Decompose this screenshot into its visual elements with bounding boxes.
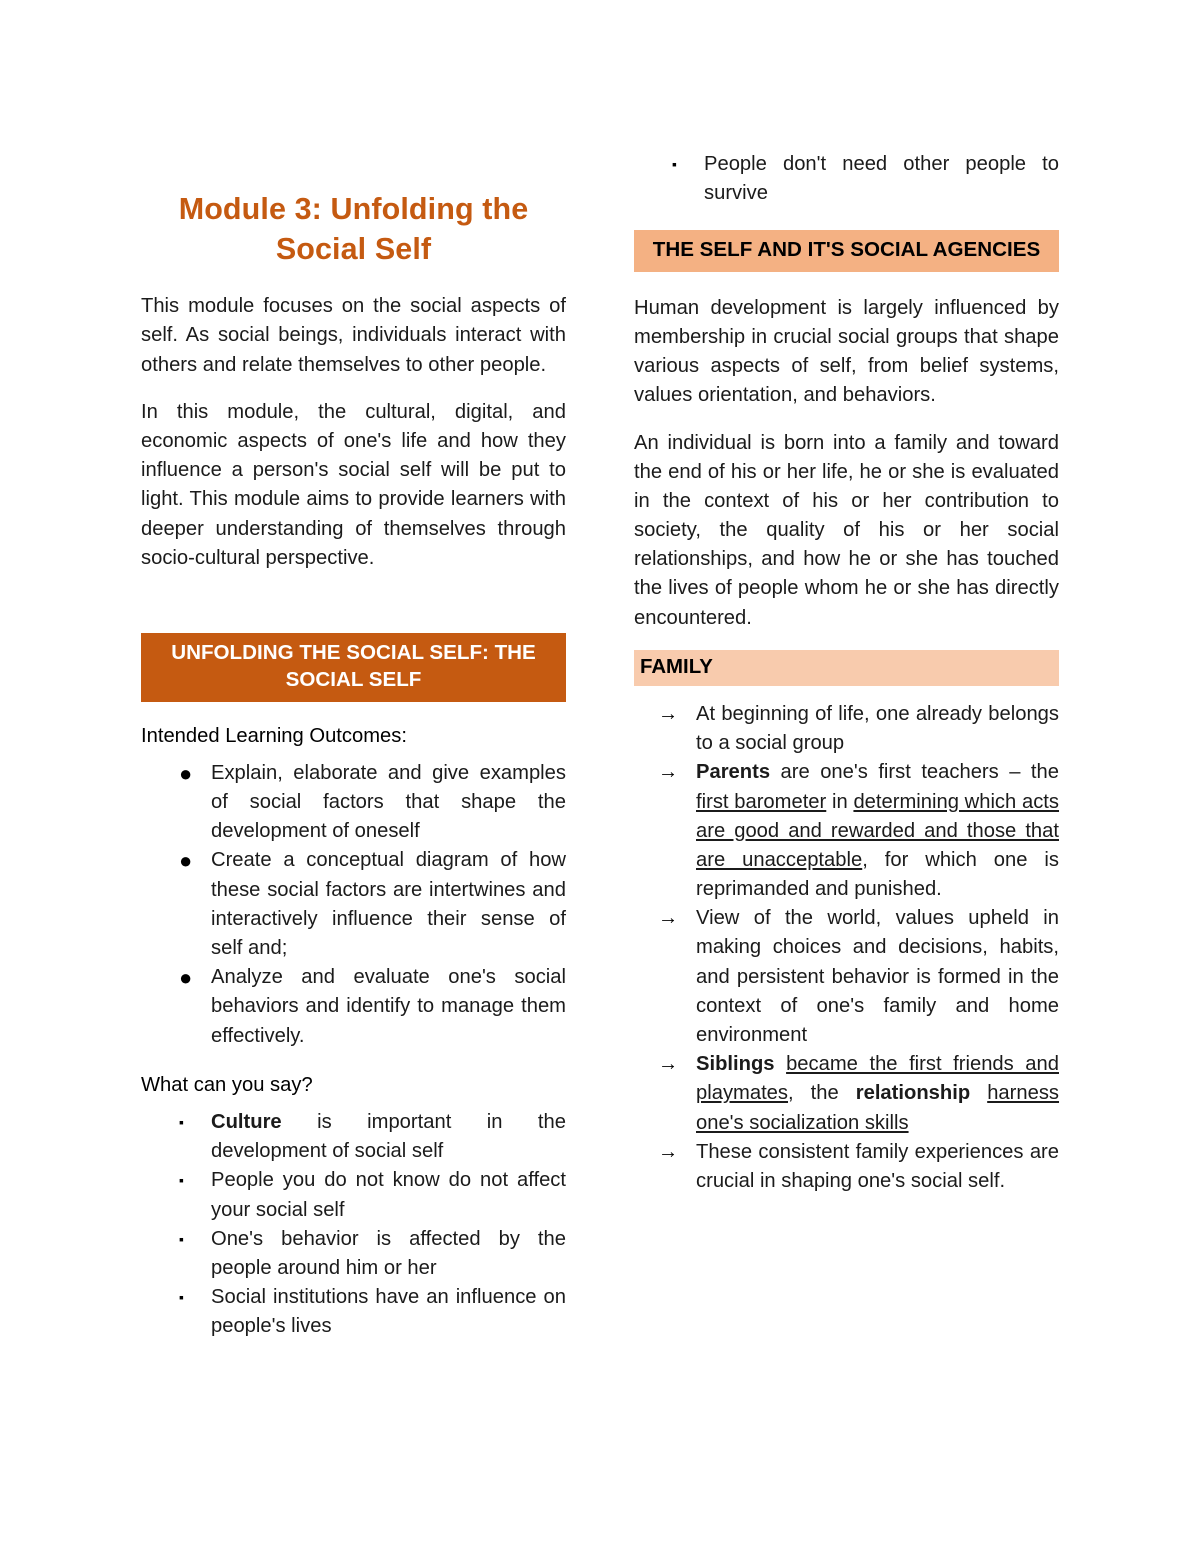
list-item-text: Parents are one's first teachers – the first barometer in determining which acts are good and rewarded and those that are unacceptable, for which one is reprimanded and punished. <box>696 761 1060 901</box>
two-column-layout <box>141 136 1071 1341</box>
learning-outcomes-list <box>141 759 566 1051</box>
list-item <box>634 1050 1059 1138</box>
section-banner-social-agencies <box>634 230 1059 271</box>
list-item <box>634 758 1059 904</box>
statements-list <box>141 1108 566 1342</box>
agencies-paragraph-2: An individual is born into a family and toward the end of his or her life, he or she is evaluated in the context of his or her contribution to society, the quality of his or her social relationships, and how he or she has touched the lives of people whom he or she has directly encountered. <box>634 431 1059 629</box>
intro-paragraph-2: In this module, the cultural, digital, and economic aspects of one's life and how they influence a person's social self will be put to light. This module aims to provide learners with deeper understanding of themselves through socio-cultural perspective. <box>141 400 566 569</box>
list-item-text <box>211 1111 566 1162</box>
square-bullet-icon: ▪ <box>179 1289 184 1306</box>
arrow-bullet-icon: → <box>658 907 679 930</box>
page-title: Module 3: Unfolding the Social Self <box>178 192 529 266</box>
list-item <box>634 150 1059 208</box>
list-item <box>141 846 566 963</box>
list-item <box>141 1166 566 1224</box>
list-item-text: At beginning of life, one already belongs to a social group <box>696 702 1059 755</box>
statement-rest: is important in the development of social self <box>211 1110 566 1163</box>
round-bullet-icon: ● <box>179 848 193 874</box>
continued-statements-list <box>634 150 1059 208</box>
round-bullet-icon: ● <box>179 965 193 991</box>
arrow-bullet-icon: → <box>658 761 679 784</box>
list-item <box>141 963 566 1051</box>
list-item <box>141 1283 566 1341</box>
list-item <box>634 1138 1059 1196</box>
square-bullet-icon: ▪ <box>179 1230 184 1247</box>
outcomes-lead-in: Intended Learning Outcomes: <box>141 724 407 747</box>
list-item-text: Create a conceptual diagram of how these social factors are intertwines and interactively influence their sense of self and; <box>211 849 566 960</box>
arrow-bullet-icon: → <box>658 1140 679 1163</box>
list-item-text: Explain, elaborate and give examples of social factors that shape the development of oneself <box>211 761 566 843</box>
section-banner-family <box>634 650 1059 686</box>
agencies-paragraph-1: Human development is largely influenced by membership in crucial social groups that shape various aspects of self, from belief systems, values orientation, and behaviors. <box>634 296 1059 407</box>
question-lead-in: What can you say? <box>141 1073 313 1096</box>
banner-heading-text: UNFOLDING THE SOCIAL SELF: THE SOCIAL SELF <box>141 633 566 702</box>
list-item-text: Siblings became the first friends and playmates, the relationship harness one's socialization skills <box>696 1053 1060 1134</box>
round-bullet-icon: ● <box>179 760 193 786</box>
list-item-text: View of the world, values upheld in making choices and decisions, habits, and persistent behavior is formed in the context of one's family and home environment <box>696 907 1059 1046</box>
list-item-text: People don't need other people to survive <box>704 153 1059 205</box>
arrow-bullet-icon: → <box>658 1053 679 1076</box>
left-column <box>141 136 566 1341</box>
list-item <box>634 700 1059 758</box>
intro-paragraph-1: This module focuses on the social aspects of self. As social beings, individuals interact with others and relate themselves to other people. <box>141 295 566 376</box>
square-bullet-icon: ▪ <box>179 1172 184 1189</box>
square-bullet-icon: ▪ <box>179 1113 184 1130</box>
arrow-bullet-icon: → <box>658 702 679 725</box>
square-bullet-icon: ▪ <box>672 156 677 172</box>
banner-heading-text: THE SELF AND IT'S SOCIAL AGENCIES <box>634 230 1059 271</box>
list-item <box>141 1225 566 1283</box>
right-column <box>634 136 1059 1341</box>
list-item-text: Analyze and evaluate one's social behaviors and identify to manage them effectively. <box>211 966 566 1047</box>
list-item <box>634 904 1059 1050</box>
agencies-paragraphs <box>634 294 1059 633</box>
statement-bold-lead: Culture <box>211 1110 282 1133</box>
family-banner-text: FAMILY <box>634 650 1059 686</box>
family-points-list <box>634 700 1059 1196</box>
list-item <box>141 1108 566 1166</box>
list-item-text: One's behavior is affected by the people around him or her <box>211 1227 566 1279</box>
intro-paragraphs <box>141 292 566 573</box>
list-item-text: People you do not know do not affect your social self <box>211 1169 566 1221</box>
list-item-text: Social institutions have an influence on people's lives <box>211 1286 566 1338</box>
list-item <box>141 759 566 847</box>
list-item-text: These consistent family experiences are crucial in shaping one's social self. <box>696 1140 1059 1192</box>
section-banner-social-self <box>141 633 566 702</box>
